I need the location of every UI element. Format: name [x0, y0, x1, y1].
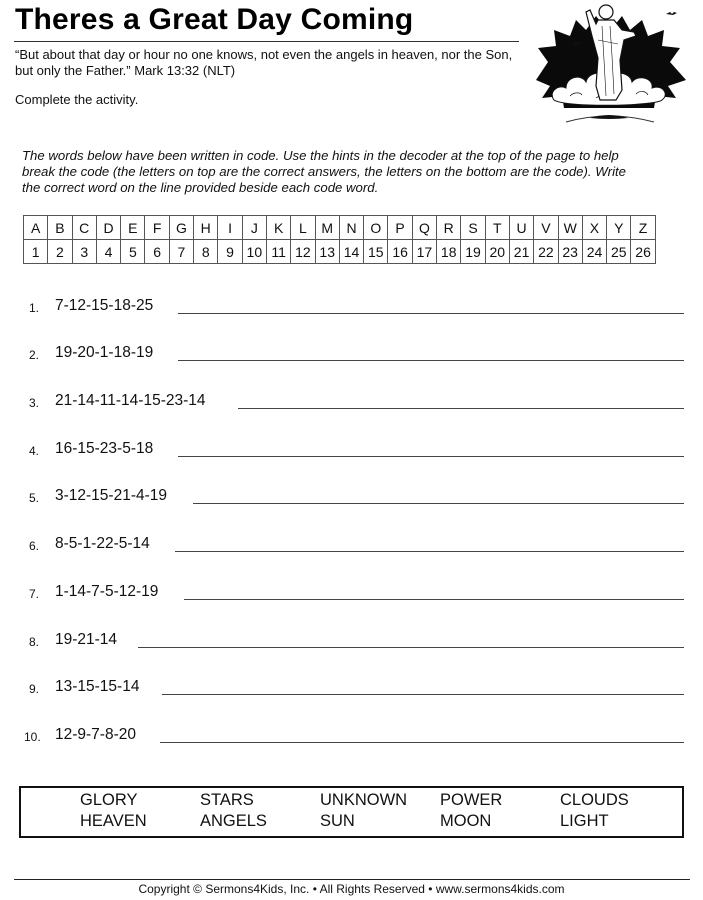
decoder-letter-cell: S — [461, 216, 485, 240]
decoder-number-cell: 16 — [388, 240, 412, 264]
scripture-verse: “But about that day or hour no one knows, not even the angels in heaven, nor the Son, but only the Father.” Mark 13:32 (NLT) — [15, 47, 513, 78]
question-number: 8. — [29, 635, 40, 649]
code-question — [0, 440, 703, 470]
decoder-letter-cell: Z — [631, 216, 655, 240]
decoder-number-cell: 2 — [48, 240, 72, 264]
decoder-number-cell: 7 — [169, 240, 193, 264]
decoder-letter-cell: K — [266, 216, 290, 240]
decoder-number-cell: 15 — [364, 240, 388, 264]
decoder-letter-cell: L — [291, 216, 315, 240]
decoder-number-cell: 9 — [218, 240, 242, 264]
answer-line[interactable] — [138, 647, 684, 648]
copyright-footer: Copyright © Sermons4Kids, Inc. • All Rights Reserved • www.sermons4kids.com — [138, 882, 565, 896]
answer-line[interactable] — [193, 503, 684, 504]
word-bank-word: CLOUDS — [560, 791, 629, 809]
coded-word: 3-12-15-21-4-19 — [55, 487, 168, 504]
bird-mark — [666, 12, 677, 15]
coded-word: 21-14-11-14-15-23-14 — [55, 392, 206, 409]
coded-word: 13-15-15-14 — [55, 678, 140, 695]
word-bank-word: MOON — [440, 812, 492, 830]
question-number: 5. — [29, 491, 40, 505]
decoder-letter-cell: R — [437, 216, 461, 240]
decoder-letter-cell: T — [485, 216, 509, 240]
coded-word: 7-12-15-18-25 — [55, 297, 154, 314]
decoder-letter-cell: E — [121, 216, 145, 240]
activity-directions: The words below have been written in code. Use the hints in the decoder at the top of the page to help break the code (the letters on top are the correct answers, the letters on the bottom are the code). Write the correct word on the line provided beside each code word. — [22, 148, 627, 195]
coded-word: 12-9-7-8-20 — [55, 726, 136, 743]
decoder-letter-cell: C — [72, 216, 96, 240]
question-number: 1. — [29, 301, 40, 315]
question-number: 7. — [29, 587, 40, 601]
decoder-number-cell: 17 — [412, 240, 436, 264]
decoder-number-cell: 8 — [194, 240, 218, 264]
answer-line[interactable] — [175, 551, 684, 552]
decoder-table — [23, 215, 656, 264]
decoder-letter-cell: Q — [412, 216, 436, 240]
decoder-numbers-row — [24, 240, 656, 264]
decoder-number-cell: 1 — [24, 240, 48, 264]
decoder-number-cell: 13 — [315, 240, 339, 264]
answer-line[interactable] — [178, 313, 684, 314]
decoder-letter-cell: X — [582, 216, 606, 240]
decoder-number-cell: 14 — [339, 240, 363, 264]
decoder-number-cell: 6 — [145, 240, 169, 264]
word-bank-word: GLORY — [80, 791, 138, 809]
footer-divider — [14, 879, 690, 880]
decoder-number-cell: 19 — [461, 240, 485, 264]
decoder-number-cell: 26 — [631, 240, 655, 264]
decoder-letter-cell: B — [48, 216, 72, 240]
code-question — [0, 487, 703, 517]
decoder-letter-cell: J — [242, 216, 266, 240]
answer-line[interactable] — [178, 360, 684, 361]
decoder-number-cell: 4 — [96, 240, 120, 264]
decoder-number-cell: 11 — [266, 240, 290, 264]
coded-word: 16-15-23-5-18 — [55, 440, 154, 457]
question-number: 3. — [29, 396, 40, 410]
word-bank-word: POWER — [440, 791, 503, 809]
decoder-letter-cell: P — [388, 216, 412, 240]
decoder-letter-cell: M — [315, 216, 339, 240]
coded-word: 1-14-7-5-12-19 — [55, 583, 159, 600]
decoder-number-cell: 22 — [534, 240, 558, 264]
code-question — [0, 583, 703, 613]
word-bank-word: SUN — [320, 812, 355, 830]
jesus-ascending-illustration — [526, 0, 692, 128]
activity-instruction: Complete the activity. — [15, 92, 139, 107]
answer-line[interactable] — [162, 694, 684, 695]
code-question — [0, 726, 703, 756]
decoder-letter-cell: U — [509, 216, 533, 240]
title-underline — [14, 41, 519, 42]
decoder-letter-cell: V — [534, 216, 558, 240]
code-question — [0, 678, 703, 708]
decoder-letter-cell: D — [96, 216, 120, 240]
question-number: 9. — [29, 682, 40, 696]
decoder-letter-cell: O — [364, 216, 388, 240]
decoder-letter-cell: N — [339, 216, 363, 240]
figure-head — [599, 5, 613, 19]
coded-word: 19-21-14 — [55, 631, 118, 648]
decoder-letter-cell: Y — [607, 216, 631, 240]
decoder-number-cell: 25 — [607, 240, 631, 264]
decoder-letters-row — [24, 216, 656, 240]
decoder-number-cell: 3 — [72, 240, 96, 264]
answer-line[interactable] — [238, 408, 684, 409]
decoder-letter-cell: A — [24, 216, 48, 240]
question-number: 2. — [29, 348, 40, 362]
decoder-letter-cell: F — [145, 216, 169, 240]
word-bank-word: LIGHT — [560, 812, 609, 830]
decoder-number-cell: 20 — [485, 240, 509, 264]
code-question — [0, 344, 703, 374]
word-bank — [19, 786, 684, 838]
question-number: 6. — [29, 539, 40, 553]
page-title: Theres a Great Day Coming — [15, 3, 414, 36]
decoder-number-cell: 10 — [242, 240, 266, 264]
code-question — [0, 297, 703, 327]
code-question — [0, 631, 703, 661]
word-bank-word: ANGELS — [200, 812, 267, 830]
decoder-letter-cell: H — [194, 216, 218, 240]
word-bank-word: UNKNOWN — [320, 791, 408, 809]
decoder-letter-cell: G — [169, 216, 193, 240]
decoder-number-cell: 5 — [121, 240, 145, 264]
decoder-letter-cell: W — [558, 216, 582, 240]
code-question — [0, 535, 703, 565]
answer-line[interactable] — [178, 456, 684, 457]
coded-word: 8-5-1-22-5-14 — [55, 535, 150, 552]
coded-word: 19-20-1-18-19 — [55, 344, 154, 361]
answer-line[interactable] — [184, 599, 684, 600]
decoder-letter-cell: I — [218, 216, 242, 240]
decoder-number-cell: 18 — [437, 240, 461, 264]
answer-line[interactable] — [160, 742, 684, 743]
decoder-number-cell: 23 — [558, 240, 582, 264]
decoder-number-cell: 24 — [582, 240, 606, 264]
word-bank-word: STARS — [200, 791, 254, 809]
decoder-number-cell: 21 — [509, 240, 533, 264]
code-question — [0, 392, 703, 422]
decoder-number-cell: 12 — [291, 240, 315, 264]
word-bank-word: HEAVEN — [80, 812, 147, 830]
question-number: 4. — [29, 444, 40, 458]
question-number: 10. — [24, 730, 41, 744]
